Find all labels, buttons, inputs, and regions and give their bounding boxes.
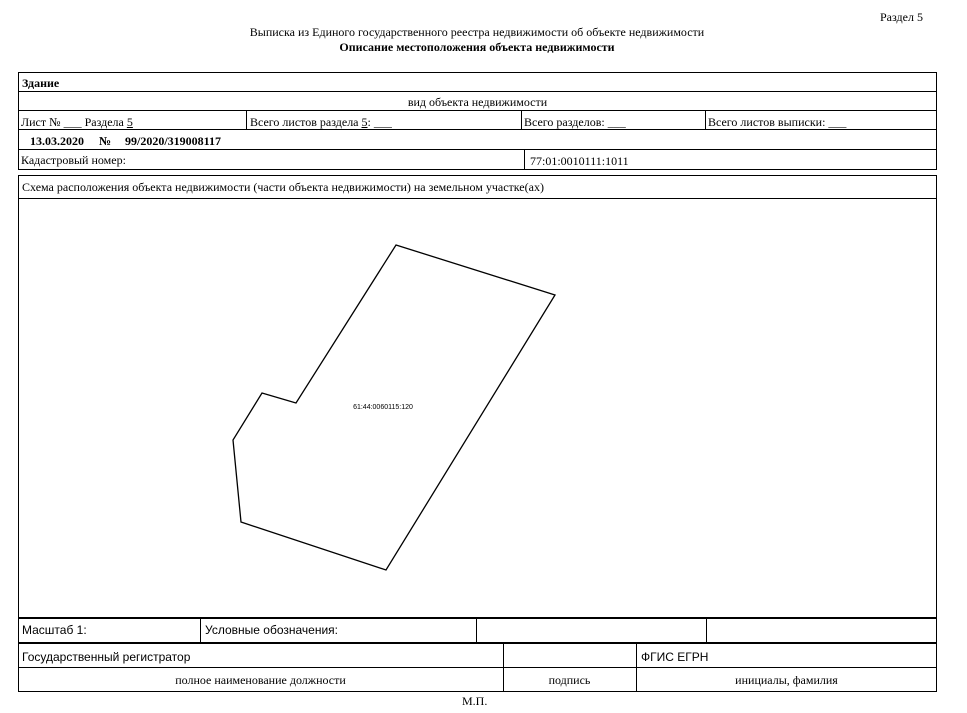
- scale-label: Масштаб 1:: [22, 623, 87, 637]
- signature-caption: подпись: [548, 673, 591, 687]
- total-sections: Всего разделов: ___: [524, 115, 626, 129]
- system-label: ФГИС ЕГРН: [641, 650, 709, 664]
- extract-date: 13.03.2020: [30, 134, 84, 148]
- object-type: Здание: [22, 76, 60, 90]
- scale-legend-row: [18, 618, 937, 643]
- initials-caption: инициалы, фамилия: [735, 673, 838, 687]
- divider: [18, 667, 937, 668]
- divider: [706, 618, 707, 643]
- total-sheets-section-value: 5: [361, 115, 368, 129]
- parcel-label: 61:44:0060115:120: [353, 404, 413, 411]
- scheme-title: Схема расположения объекта недвижимости (части объекта недвижимости) на земельном участке(ах): [22, 180, 544, 194]
- divider: [476, 618, 477, 643]
- number-sign: №: [99, 134, 112, 148]
- extract-number: 99/2020/319008117: [125, 134, 222, 148]
- divider: [200, 618, 201, 643]
- document-title: Выписка из Единого государственного реестра недвижимости об объекте недвижимости: [249, 25, 705, 39]
- total-sheets-section-suffix: : ___: [367, 115, 392, 129]
- cadastral-label: Кадастровый номер:: [21, 153, 126, 167]
- total-sheets-extract: Всего листов выписки: ___: [708, 115, 847, 129]
- seal-label: М.П.: [462, 694, 488, 708]
- registrar-label: Государственный регистратор: [22, 650, 191, 664]
- sheet-label: Лист № ___ Раздела: [21, 115, 124, 129]
- position-caption: полное наименование должности: [175, 673, 346, 687]
- section-label: Раздел 5: [880, 10, 923, 24]
- object-type-caption: вид объекта недвижимости: [407, 95, 548, 109]
- total-sheets-section-label: Всего листов раздела: [250, 115, 359, 129]
- cadastral-number: 77:01:0010111:1011: [530, 154, 629, 168]
- sheet-section-number: 5: [126, 115, 133, 129]
- legend-label: Условные обозначения:: [205, 623, 338, 637]
- document-subtitle: Описание местоположения объекта недвижимости: [339, 40, 615, 54]
